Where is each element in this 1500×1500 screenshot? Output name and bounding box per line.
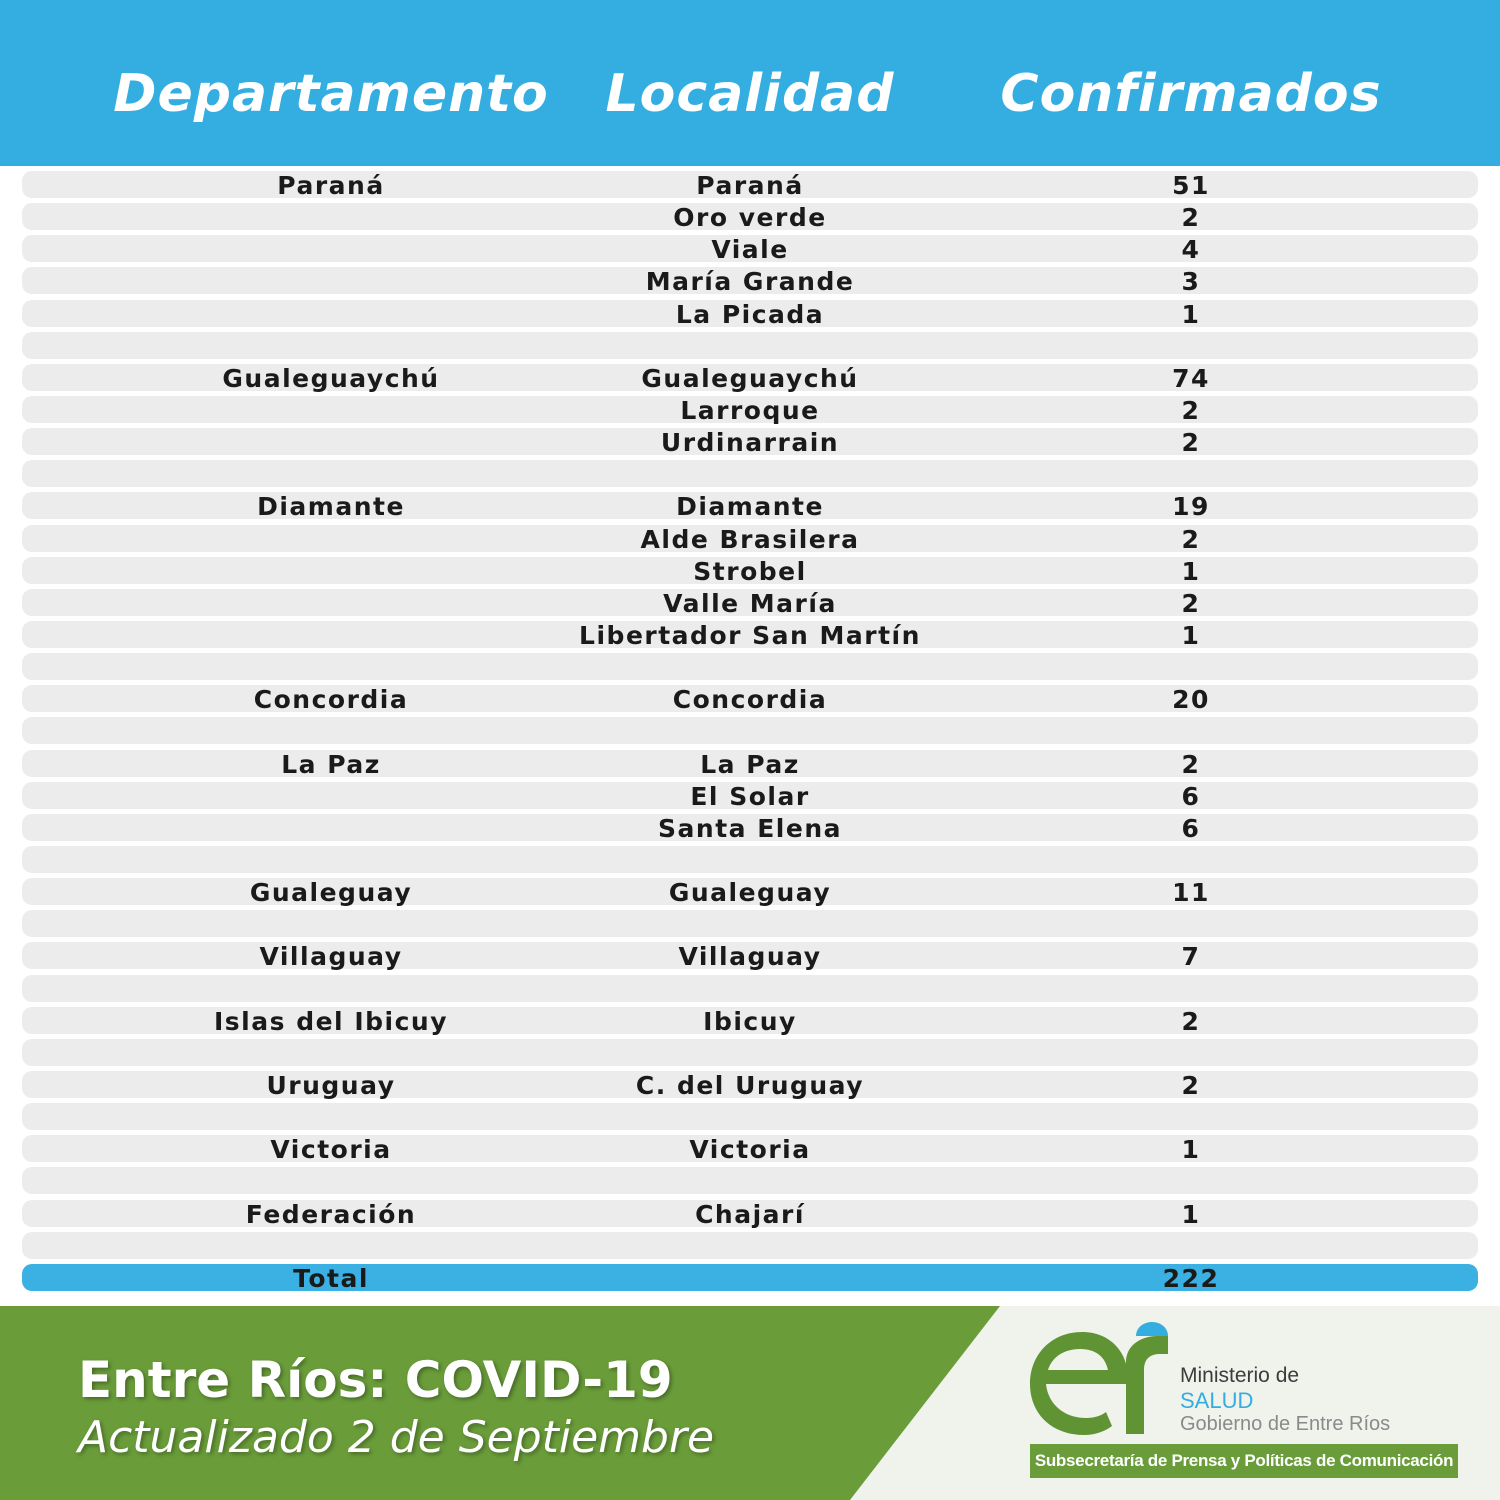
ministry-line1: Ministerio de — [1180, 1364, 1300, 1387]
table-row — [22, 1071, 1478, 1098]
table-row — [22, 364, 1478, 391]
cell-localidad — [540, 910, 960, 937]
table-row — [22, 942, 1478, 972]
cell-confirmados: 1 — [1181, 299, 1201, 329]
cell-departamento — [121, 1232, 541, 1259]
cell-confirmados — [981, 1232, 1401, 1259]
cell-departamento: Paraná — [277, 171, 385, 200]
table-row — [22, 1039, 1478, 1066]
cell-confirmados: 74 — [1172, 363, 1210, 393]
cell-localidad — [540, 460, 960, 487]
cell-departamento: Diamante — [257, 492, 405, 522]
cell-localidad: La Paz — [700, 749, 800, 779]
cell-confirmados — [981, 1039, 1401, 1066]
cell-confirmados: 2 — [1181, 588, 1201, 618]
cell-departamento: La Paz — [281, 749, 381, 779]
cell-departamento — [121, 203, 541, 230]
cell-confirmados: 2 — [1181, 428, 1201, 458]
cell-localidad — [540, 975, 960, 1002]
table-row — [22, 396, 1478, 423]
cell-localidad: Valle María — [663, 588, 837, 618]
cell-departamento — [121, 621, 541, 648]
cell-confirmados: 1 — [1181, 1135, 1201, 1165]
table-row — [22, 589, 1478, 616]
cell-localidad: Strobel — [693, 556, 807, 586]
cell-localidad: Santa Elena — [658, 813, 842, 843]
cell-confirmados — [981, 1103, 1401, 1130]
cell-localidad: Concordia — [672, 685, 828, 715]
subsecretaria-banner: Subsecretaría de Prensa y Políticas de Comunicación — [1030, 1444, 1458, 1478]
cell-confirmados: 1 — [1181, 556, 1201, 586]
cell-localidad: Paraná — [696, 171, 804, 200]
table-row — [22, 910, 1478, 937]
cell-departamento — [121, 557, 541, 584]
table-row — [22, 878, 1478, 908]
cell-confirmados: 51 — [1172, 171, 1210, 200]
table-row — [22, 1232, 1478, 1259]
table-row — [22, 1135, 1478, 1165]
table-row — [22, 1007, 1478, 1034]
cell-confirmados — [981, 653, 1401, 680]
header-localidad: Localidad — [605, 64, 895, 124]
table-row — [22, 300, 1478, 327]
table-row — [22, 267, 1478, 297]
cell-confirmados — [981, 332, 1401, 359]
ministry-line3: Gobierno de Entre Ríos — [1180, 1413, 1391, 1435]
cell-departamento — [121, 460, 541, 487]
table-row — [22, 557, 1478, 584]
logo-text: er — [1028, 1322, 1030, 1323]
cell-departamento — [121, 814, 541, 841]
cell-departamento — [121, 1167, 541, 1194]
cell-departamento: Gualeguay — [249, 878, 413, 908]
table-row — [22, 460, 1478, 487]
cell-confirmados — [981, 846, 1401, 873]
cell-departamento: Islas del Ibicuy — [213, 1006, 448, 1036]
cell-confirmados — [981, 1167, 1401, 1194]
cell-confirmados: 1 — [1181, 1199, 1201, 1229]
cell-confirmados — [981, 717, 1401, 744]
table-row — [22, 1103, 1478, 1130]
cell-departamento — [121, 782, 541, 809]
cell-confirmados: 2 — [1181, 749, 1201, 779]
table-row — [22, 621, 1478, 648]
footer-subtitle: Actualizado 2 de Septiembre — [78, 1412, 715, 1463]
cell-confirmados: 2 — [1181, 524, 1201, 554]
cell-localidad: Alde Brasilera — [640, 524, 860, 554]
cell-departamento — [121, 717, 541, 744]
cell-departamento — [121, 589, 541, 616]
total-row — [22, 1264, 1478, 1291]
cell-confirmados: 2 — [1181, 395, 1201, 425]
footer — [0, 1306, 1500, 1500]
table-row — [22, 750, 1478, 777]
table-row — [22, 782, 1478, 809]
table-row — [22, 814, 1478, 841]
cell-localidad: Villaguay — [678, 942, 822, 972]
cell-departamento — [121, 846, 541, 873]
cell-localidad: Urdinarrain — [660, 428, 840, 458]
cell-confirmados — [981, 460, 1401, 487]
table-row — [22, 685, 1478, 715]
cell-departamento — [121, 1103, 541, 1130]
cell-departamento: Uruguay — [266, 1070, 396, 1100]
table-header — [0, 0, 1500, 166]
cell-departamento: Villaguay — [259, 942, 403, 972]
cell-localidad: La Picada — [675, 299, 825, 329]
cell-confirmados: 6 — [1181, 813, 1201, 843]
cell-departamento — [121, 396, 541, 423]
cell-localidad — [540, 1167, 960, 1194]
cell-departamento: Gualeguaychú — [222, 363, 440, 393]
cell-departamento: Concordia — [253, 685, 409, 715]
cell-departamento — [121, 332, 541, 359]
total-label: Total — [293, 1263, 369, 1293]
cell-departamento: Victoria — [270, 1135, 392, 1165]
cell-departamento — [121, 235, 541, 262]
table-row — [22, 235, 1478, 265]
cell-localidad — [540, 846, 960, 873]
cell-confirmados: 11 — [1172, 878, 1210, 908]
cell-confirmados: 2 — [1181, 1006, 1201, 1036]
cell-localidad — [540, 332, 960, 359]
cell-confirmados: 6 — [1181, 781, 1201, 811]
cell-confirmados: 4 — [1181, 235, 1201, 265]
er-logo — [1028, 1322, 1178, 1440]
total-value: 222 — [1162, 1263, 1220, 1293]
cell-localidad: Viale — [711, 235, 789, 265]
cell-departamento — [121, 910, 541, 937]
table-row — [22, 717, 1478, 744]
cell-localidad — [540, 717, 960, 744]
cell-localidad: Larroque — [680, 395, 820, 425]
cell-departamento — [121, 267, 541, 294]
cell-localidad: Libertador San Martín — [579, 620, 921, 650]
cell-departamento — [121, 525, 541, 552]
cell-departamento — [121, 653, 541, 680]
table-row — [22, 1200, 1478, 1227]
table-row — [22, 975, 1478, 1002]
cell-confirmados: 3 — [1181, 267, 1201, 297]
cell-localidad: Diamante — [676, 492, 824, 522]
table-row — [22, 428, 1478, 458]
cell-localidad: El Solar — [690, 781, 810, 811]
table-row — [22, 525, 1478, 552]
cell-localidad — [540, 653, 960, 680]
cell-localidad: Gualeguay — [668, 878, 832, 908]
cell-confirmados: 2 — [1181, 1070, 1201, 1100]
cell-confirmados — [981, 910, 1401, 937]
cell-confirmados — [981, 975, 1401, 1002]
ministry-line2: SALUD — [1180, 1388, 1254, 1413]
table-row — [22, 171, 1478, 198]
cell-departamento — [121, 975, 541, 1002]
cell-confirmados: 7 — [1181, 942, 1201, 972]
header-departamento: Departamento — [113, 64, 549, 124]
table-row — [22, 653, 1478, 680]
footer-title: Entre Ríos: COVID-19 — [78, 1351, 673, 1409]
cell-localidad — [540, 1103, 960, 1130]
cell-confirmados: 1 — [1181, 620, 1201, 650]
cell-confirmados: 19 — [1172, 492, 1210, 522]
cell-departamento — [121, 428, 541, 455]
cell-confirmados: 2 — [1181, 203, 1201, 233]
cell-localidad: Gualeguaychú — [641, 363, 859, 393]
cell-localidad: Ibicuy — [703, 1006, 797, 1036]
table-row — [22, 846, 1478, 873]
table-row — [22, 492, 1478, 522]
cases-table — [22, 171, 1478, 1296]
cell-localidad: María Grande — [645, 267, 855, 297]
header-confirmados: Confirmados — [1000, 64, 1382, 124]
cell-departamento — [121, 1039, 541, 1066]
cell-localidad: Oro verde — [673, 203, 827, 233]
cell-localidad: Victoria — [689, 1135, 811, 1165]
cell-confirmados: 20 — [1172, 685, 1210, 715]
table-row — [22, 1167, 1478, 1194]
cell-localidad: C. del Uruguay — [635, 1070, 865, 1100]
cell-localidad — [540, 1039, 960, 1066]
cell-departamento — [121, 300, 541, 327]
cell-localidad: Chajarí — [695, 1199, 805, 1229]
cell-departamento: Federación — [245, 1199, 417, 1229]
table-row — [22, 332, 1478, 359]
cell-localidad — [540, 1232, 960, 1259]
table-row — [22, 203, 1478, 233]
